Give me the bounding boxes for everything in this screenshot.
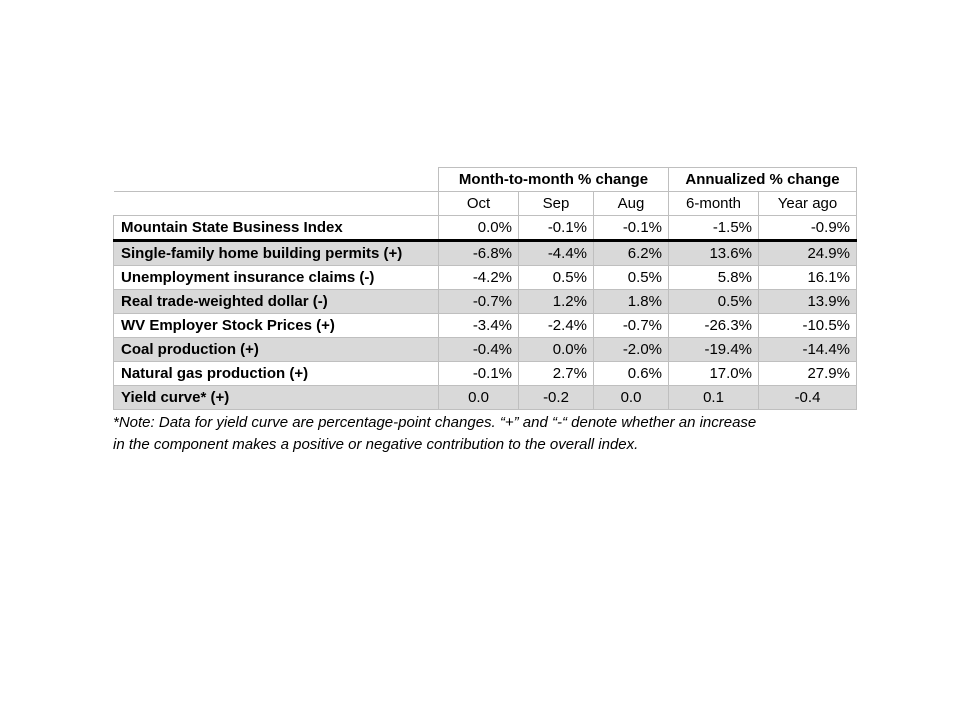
cell-oct: 0.0 [439,386,519,410]
column-header-6-month: 6-month [669,192,759,216]
cell-oct: -0.1% [439,362,519,386]
cell-sep: 0.5% [519,266,594,290]
cell-sep: -4.4% [519,241,594,266]
cell-sep: 2.7% [519,362,594,386]
row-label: Mountain State Business Index [114,216,439,241]
cell-aug: 6.2% [594,241,669,266]
cell-6-month: 0.1 [669,386,759,410]
row-label: Single-family home building permits (+) [114,241,439,266]
cell-6-month: 17.0% [669,362,759,386]
row-label: Unemployment insurance claims (-) [114,266,439,290]
column-header-year-ago: Year ago [759,192,857,216]
row-label: WV Employer Stock Prices (+) [114,314,439,338]
cell-aug: 1.8% [594,290,669,314]
row-label: Coal production (+) [114,338,439,362]
business-index-table [113,167,857,410]
row-label: Yield curve* (+) [114,386,439,410]
table-row [114,290,857,314]
column-header-oct: Oct [439,192,519,216]
cell-aug: 0.5% [594,266,669,290]
table-row [114,241,857,266]
cell-oct: -0.4% [439,338,519,362]
cell-oct: 0.0% [439,216,519,241]
table-row [114,362,857,386]
cell-year-ago: -14.4% [759,338,857,362]
cell-6-month: 13.6% [669,241,759,266]
cell-aug: 0.6% [594,362,669,386]
cell-sep: 1.2% [519,290,594,314]
cell-6-month: 0.5% [669,290,759,314]
group-header-month-to-month: Month-to-month % change [439,168,669,192]
cell-aug: 0.0 [594,386,669,410]
cell-year-ago: 24.9% [759,241,857,266]
sub-header-corner-cell [114,192,439,216]
cell-aug: -2.0% [594,338,669,362]
cell-6-month: -1.5% [669,216,759,241]
table-row [114,338,857,362]
cell-oct: -3.4% [439,314,519,338]
table-footnote [113,412,873,456]
cell-year-ago: 27.9% [759,362,857,386]
cell-aug: -0.1% [594,216,669,241]
cell-oct: -0.7% [439,290,519,314]
column-header-aug: Aug [594,192,669,216]
cell-sep: -0.1% [519,216,594,241]
cell-oct: -6.8% [439,241,519,266]
header-corner-cell [114,168,439,192]
footnote-line-2: in the component makes a positive or negative contribution to the overall index. [113,436,639,453]
footnote-line-1: *Note: Data for yield curve are percentage-point changes. “+” and “-“ denote whether an increase [113,414,757,431]
cell-sep: -2.4% [519,314,594,338]
cell-6-month: 5.8% [669,266,759,290]
table-row [114,314,857,338]
group-header-row [114,168,857,192]
row-label: Real trade-weighted dollar (-) [114,290,439,314]
row-label: Natural gas production (+) [114,362,439,386]
cell-year-ago: -10.5% [759,314,857,338]
cell-year-ago: 13.9% [759,290,857,314]
cell-year-ago: -0.4 [759,386,857,410]
group-header-annualized: Annualized % change [669,168,857,192]
table-row [114,386,857,410]
cell-year-ago: 16.1% [759,266,857,290]
cell-sep: -0.2 [519,386,594,410]
sub-header-row [114,192,857,216]
cell-year-ago: -0.9% [759,216,857,241]
table-row [114,216,857,241]
cell-6-month: -26.3% [669,314,759,338]
column-header-sep: Sep [519,192,594,216]
cell-oct: -4.2% [439,266,519,290]
cell-aug: -0.7% [594,314,669,338]
table-row [114,266,857,290]
cell-sep: 0.0% [519,338,594,362]
cell-6-month: -19.4% [669,338,759,362]
